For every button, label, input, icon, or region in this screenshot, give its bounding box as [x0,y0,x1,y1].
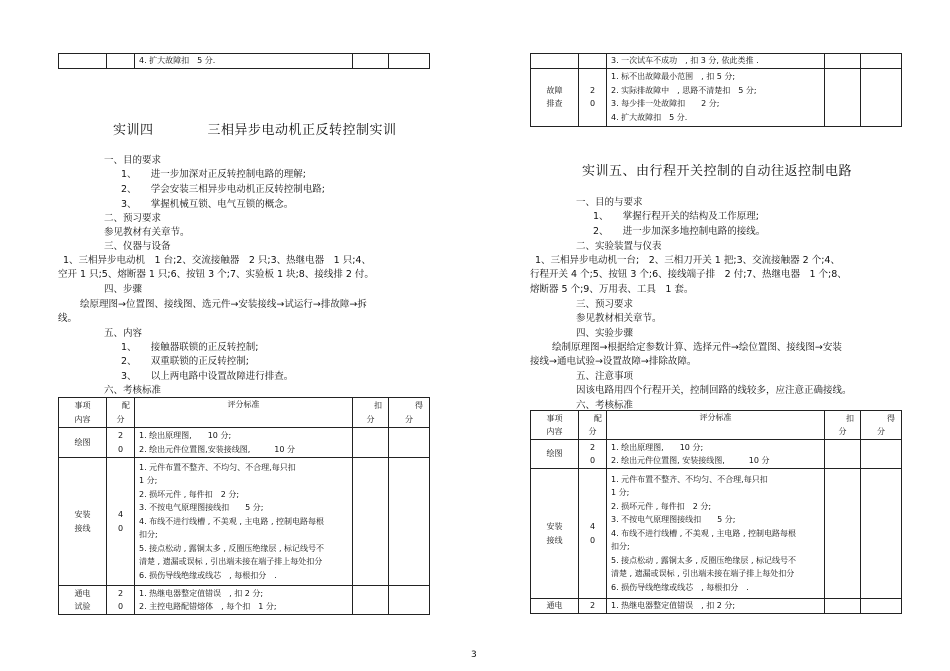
body-line: 3、 掌握机械互锁、电气互锁的概念。 [121,199,294,210]
right-assessment-table [530,410,902,614]
item-name: 绘图 [531,440,579,469]
header-got: 得 分 [389,398,430,428]
body-line: 线。 [58,313,78,324]
page-number: 3 [471,650,477,660]
body-line: 1、 接触器联锁的正反转控制; [121,342,259,353]
body-line: 空开 1 只;5、熔断器 1 只;6、按钮 3 个;7、实验板 1 块;8、接线排 2 付。 [58,269,374,280]
header-deduct: 扣 分 [353,398,389,428]
section-title-4: 实训四 三相异步电动机正反转控制实训 [113,123,397,138]
header-got: 得 分 [861,411,902,440]
body-line: 四、步骤 [104,284,143,295]
body-line: 3、 以上两电路中设置故障进行排查。 [121,371,294,382]
body-line: 1、 掌握行程开关的结构及工作原理; [593,211,759,222]
item-name: 安装 接线 [59,458,107,586]
item-score: 2 0 [579,440,607,469]
body-line: 六、考核标准 [104,385,162,396]
item-score: 2 [579,599,607,614]
header-criteria: 评分标准 [135,398,353,428]
left-top-table [58,53,430,69]
header-criteria: 评分标准 [607,411,825,440]
section-title-5: 实训五、由行程开关控制的自动往返控制电路 [582,164,853,179]
item-name: 绘图 [59,428,107,458]
item-score: 2 0 [107,428,135,458]
body-line: 熔断器 5 个;9、万用表、工具 1 套。 [530,284,694,295]
body-line: 参见教材相关章节。 [576,313,662,324]
body-line: 五、注意事项 [576,371,634,382]
header-item: 事项 内容 [59,398,107,428]
body-line: 接线→通电试验→设置故障→排除故障。 [530,356,697,367]
body-line: 三、仪器与设备 [104,241,171,252]
body-line: 六、考核标准 [576,400,634,411]
item-name: 通电 试验 [59,586,107,615]
item-score: 2 0 [579,68,607,126]
body-line: 一、目的要求 [104,155,162,166]
item-name: 安装 接线 [531,469,579,599]
header-item: 事项 内容 [531,411,579,440]
item-criteria: 1. 绘出原理图, 10 分; 2. 绘出元件位置图,安装接线图, 10 分 [135,428,353,458]
criteria-cell: 4. 扩大故障扣 5 分. [135,54,353,69]
header-score: 配 分 [579,411,607,440]
item-score: 4 0 [579,469,607,599]
table-row [59,586,430,615]
body-line: 绘制原理图→根据给定参数计算、选择元件→绘位置图、接线图→安装 [552,342,842,353]
body-line: 四、实验步骤 [576,328,634,339]
item-score: 2 0 [107,586,135,615]
item-criteria: 1. 元件布置不整齐、不均匀、不合理,每只扣 1 分; 2. 损坏元件 , 每件扣 2 分; 3. 不按电气原理图接线扣 5 分; 4. 布线不进行线槽 , 不美观 , 主电路 , 控制电路每根 扣分; 5. 接点松动 , 露铜太多 , 反圈压绝缘层 , 标记线号不 清楚 , 遗漏或误标 , 引出端未接在端子排上每处扣分 6. 损伤导线绝缘或线芯 , 每根扣分 . [135,458,353,586]
right-top-table [530,53,902,127]
criteria-cell: 3. 一次试车不成功 , 扣 3 分, 依此类推 . [607,54,825,69]
header-score: 配 分 [107,398,135,428]
body-line: 一、目的与要求 [576,197,643,208]
body-line: 1、 进一步加深对正反转控制电路的理解; [121,169,306,180]
item-criteria: 1. 热继电器整定值错误 , 扣 2 分; [607,599,825,614]
header-deduct: 扣 分 [825,411,861,440]
item-name: 故障 排查 [531,68,579,126]
body-line: 参见教材有关章节。 [104,227,190,238]
body-line: 五、内容 [104,328,143,339]
body-line: 绘原理图→位置图、接线图、选元件→安装接线→试运行→排故障→拆 [80,299,367,310]
item-criteria: 1. 元件布置不整齐、不均匀、不合理,每只扣 1 分; 2. 损坏元件 , 每件扣 2 分; 3. 不按电气原理图接线扣 5 分; 4. 布线不进行线槽 , 不美观 , 主电路 , 控制电路每根 扣分; 5. 接点松动 , 露铜太多 , 反圈压绝缘层 , 标记线号不 清楚 , 遗漏或误标 , 引出端未接在端子排上每处扣分 6. 损伤导线绝缘或线芯 , 每根扣分 . [607,469,825,599]
table-row [59,428,430,458]
body-line: 2、 双重联锁的正反转控制; [121,356,249,367]
item-name: 通电 [531,599,579,614]
table-row [531,440,902,469]
item-criteria: 1. 绘出原理图, 10 分; 2. 绘出元件位置图, 安装接线图, 10 分 [607,440,825,469]
table-row [531,68,902,126]
left-assessment-table [58,397,430,615]
body-line: 因该电路用四个行程开关，控制回路的线较多，应注意正确接线。 [576,385,852,396]
item-criteria: 1. 标不出故障最小范围 , 扣 5 分; 2. 实际排故障中 , 思路不清楚扣 5 分; 3. 每少排一处故障扣 2 分; 4. 扩大故障扣 5 分. [607,68,825,126]
table-row [59,458,430,586]
item-criteria: 1. 热继电器整定值错误 , 扣 2 分; 2. 主控电路配错熔体 , 每个扣 1 分; [135,586,353,615]
table-row [531,469,902,599]
body-line: 1、三相异步电动机 1 台;2、交流接触器 2 只;3、热继电器 1 只;4、 [63,255,371,266]
body-line: 二、实验装置与仪表 [576,241,662,252]
body-line: 行程开关 4 个;5、按钮 3 个;6、接线端子排 2 付;7、热继电器 1 个;8、 [530,269,847,280]
body-line: 三、预习要求 [576,299,634,310]
table-row [531,599,902,614]
body-line: 二、预习要求 [104,213,162,224]
body-line: 2、 进一步加深多地控制电路的接线。 [593,226,766,237]
body-line: 1、三相异步电动机一台; 2、三相刀开关 1 把;3、交流接触器 2 个;4、 [535,255,840,266]
item-score: 4 0 [107,458,135,586]
body-line: 2、 学会安装三相异步电动机正反转控制电路; [121,184,325,195]
